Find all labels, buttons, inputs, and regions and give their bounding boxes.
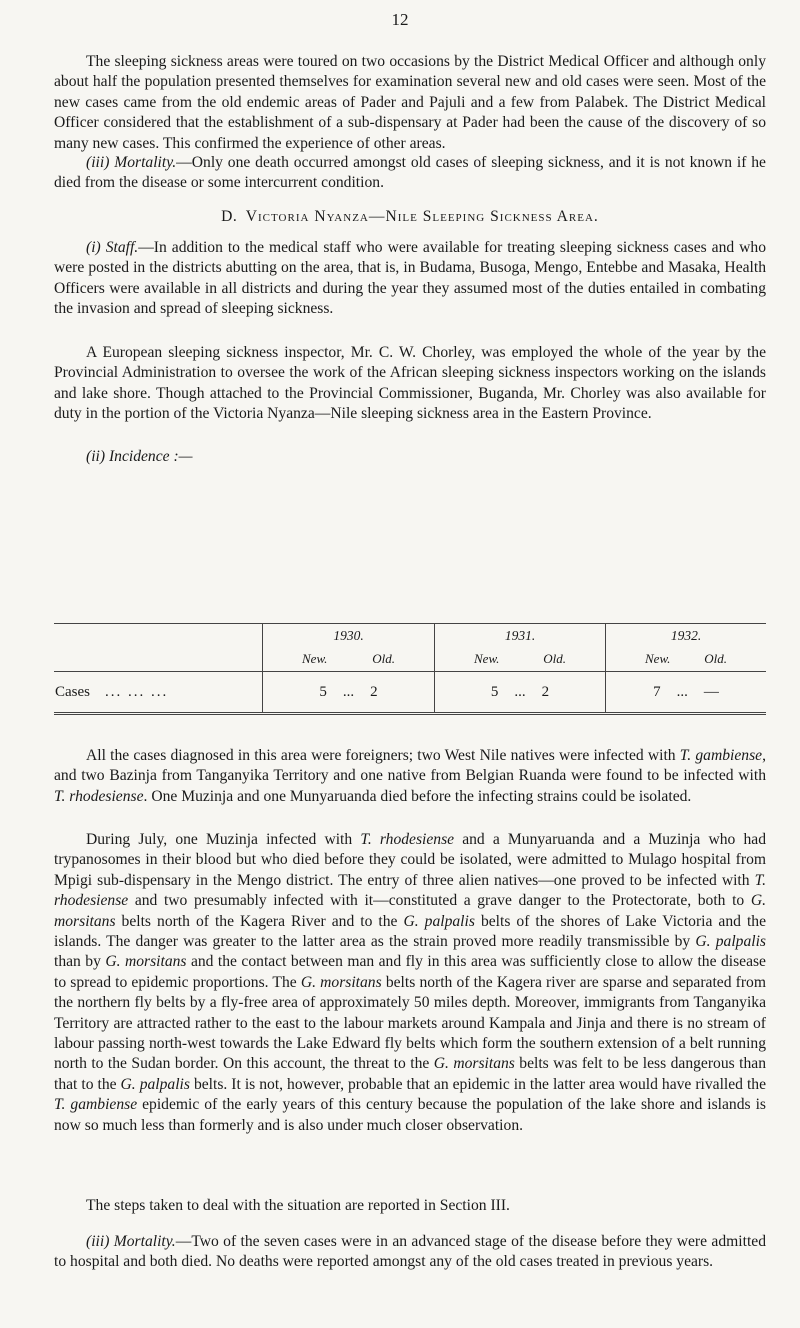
paragraph-tour: The sleeping sickness areas were toured on two occasions by the District Medical Officer and although only about half the population presented themselves for examination several new and old cases were seen. Most of the new cases came from the old endemic areas of Pader and Pajuli and a few from Palabek. The District Medical Officer considered that the establishment of a sub-dispensary at Pader had been the cause of the discovery of so many new cases. This confirmed the experience of other areas. [54, 53, 766, 152]
year-1931: 1931. [435, 624, 606, 648]
paragraph-staff: (i) Staff.—In addition to the medical staff who were available for treating sleeping sickness cases and who were posted in the districts abutting on the area, that is, in Budama, Busoga, Mengo, Entebbe and Masaka, Health Officers were available in all districts and during the year they assumed most of the duties entailed in combating the invasion and spread of sleeping sickness. [54, 239, 767, 318]
paragraph-steps: The steps taken to deal with the situation are reported in Section III. [86, 1197, 510, 1214]
paragraph-cases: All the cases diagnosed in this area were foreigners; two West Nile natives were infected with T. gambiense, and two Bazinja from Tanganyika Territory and one native from Belgian Ruanda were found to be infected with T. rhodesiense. One Muzinja and one Munyaruanda died before the infecting strains could be isolated. [54, 747, 766, 805]
sub-header-1930: New. Old. [263, 647, 435, 672]
table-corner [54, 624, 263, 672]
year-1930: 1930. [263, 624, 435, 648]
cell-1932: 7 ... — [606, 672, 767, 714]
section-heading: D. Victoria Nyanza—Nile Sleeping Sickness Area. [221, 208, 599, 225]
paragraph-mortality-1: (iii) Mortality.—Only one death occurred amongst old cases of sleeping sickness, and it is not known if he died from the disease or some intercurrent condition. [54, 154, 766, 192]
paragraph-july: During July, one Muzinja infected with T. rhodesiense and a Munyaruanda and a Muzinja who had trypanosomes in their blood but who died before they could be isolated, were admitted to Mulago hospital from Mpigi sub-dispensary in the Mengo district. The entry of three alien natives—one proved to be infected with T. rhodesiense and two presumably infected with it—constituted a grave danger to the Protectorate, both to G. morsitans belts north of the Kagera River and to the G. palpalis belts of the shores of Lake Victoria and the islands. The danger was greater to the latter area as the strain proved more readily transmissible by G. palpalis than by G. morsitans and the contact between man and fly in this area was sufficiently close to allow the disease to spread to epidemic proportions. The G. morsitans belts north of the Kagera river are sparse and separated from the northern fly belts by a fly-free area of approximately 50 miles depth. Moreover, immigrants from Tanganyika Territory are attracted rather to the east to the labour markets around Kampala and Jinja and there is no stream of labour passing north-west towards the Lake Edward fly belts which form the southern extension of a belt running north to the Sudan border. On this account, the threat to the G. morsitans belts was felt to be less dangerous than that to the G. palpalis belts. It is not, however, probable that an epidemic in the latter area would have rivalled the T. gambiense epidemic of the early years of this century because the population of the lake shore and islands is now so much less than formerly and is also under much closer observation. [54, 831, 767, 1134]
page-number: 12 [391, 10, 409, 29]
staff-label: (i) Staff. [86, 239, 139, 256]
paragraph-mortality-2: (iii) Mortality.—Two of the seven cases were in an advanced stage of the disease before they were admitted to hospital and both died. No deaths were reported amongst any of the old cases treated in previous years. [54, 1233, 766, 1271]
paragraph-inspector: A European sleeping sickness inspector, Mr. C. W. Chorley, was employed the whole of the year by the Provincial Administration to oversee the work of the African sleeping sickness inspectors working on the islands and lake shore. Though attached to the Provincial Commissioner, Buganda, Mr. Chorley was also available for duty in the portion of the Victoria Nyanza—Nile sleeping sickness area in the Eastern Province. [54, 344, 766, 423]
cell-1930: 5 ... 2 [263, 672, 435, 714]
incidence-table [54, 623, 766, 715]
year-1932: 1932. [606, 624, 767, 648]
cell-1931: 5 ... 2 [435, 672, 606, 714]
sub-header-1931: New. Old. [435, 647, 606, 672]
mortality-label: (iii) Mortality. [86, 154, 177, 171]
incidence-label: (ii) Incidence :— [86, 448, 193, 465]
mortality-label-2: (iii) Mortality. [86, 1233, 176, 1250]
sub-header-1932: New. Old. [645, 651, 727, 666]
row-label-cases: Cases ... ... ... [54, 672, 263, 714]
